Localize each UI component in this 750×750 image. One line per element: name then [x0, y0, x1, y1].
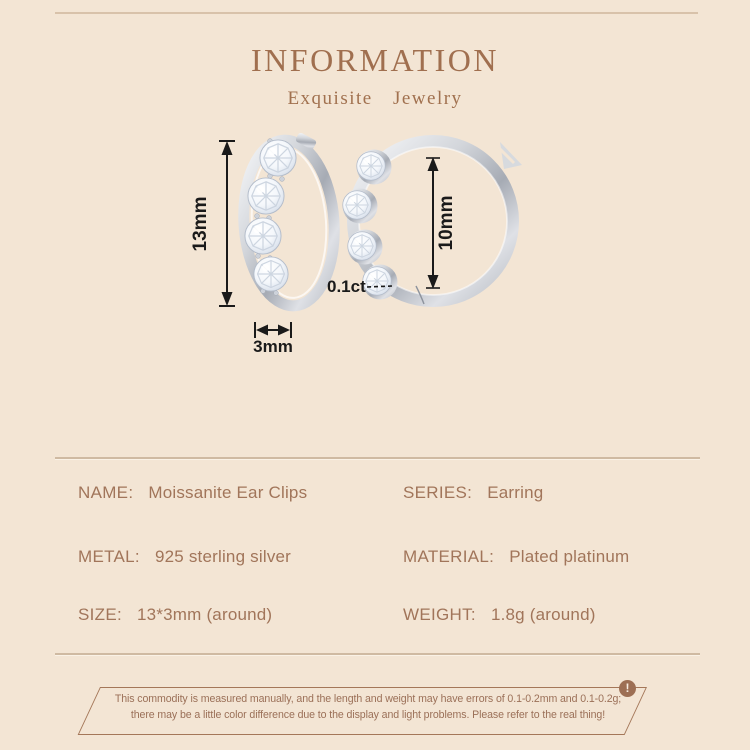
arrowhead	[428, 275, 439, 289]
earring-hinge-tip	[500, 142, 522, 169]
gemstone	[248, 178, 284, 214]
spec-label: MATERIAL:	[403, 547, 495, 566]
page-title: INFORMATION	[251, 42, 499, 78]
top-decorative-line	[55, 12, 698, 14]
spec-size	[78, 605, 272, 625]
spec-value: 1.8g (around)	[490, 605, 596, 624]
arrowhead	[428, 157, 439, 171]
disclaimer-line-1: This commodity is measured manually, and the length and weight may have errors of 0.1-0.2mm and 0.1-0.2g;	[114, 693, 622, 705]
arrowhead	[278, 325, 290, 336]
spec-label: SERIES:	[403, 483, 473, 502]
spec-value: Plated platinum	[509, 547, 630, 566]
gemstone	[260, 140, 296, 176]
spec-row	[0, 547, 750, 571]
height-dimension-arrow	[219, 141, 235, 306]
exclamation-icon: !	[619, 680, 636, 697]
spec-row	[0, 605, 750, 629]
spec-metal	[78, 547, 291, 567]
inner-dimension-label: 10mm	[436, 195, 457, 251]
spec-table-top-divider	[55, 457, 700, 460]
arrowhead	[256, 325, 268, 336]
spec-value: 13*3mm (around)	[137, 605, 273, 624]
spec-table-bottom-divider	[55, 653, 700, 656]
carat-label: 0.1ct	[327, 277, 366, 296]
gemstone	[357, 152, 386, 181]
spec-value: Moissanite Ear Clips	[148, 483, 308, 502]
arrowhead	[222, 141, 233, 155]
height-dimension-label: 13mm	[190, 196, 211, 252]
spec-row	[0, 483, 750, 507]
spec-value: Earring	[487, 483, 544, 502]
width-dimension-label: 3mm	[253, 337, 293, 356]
earring-dimension-diagram	[180, 125, 550, 365]
page-subtitle: Exquisite Jewelry	[287, 88, 463, 109]
gemstone	[245, 218, 281, 254]
spec-label: NAME:	[78, 483, 134, 502]
spec-value: 925 sterling silver	[154, 547, 292, 566]
spec-weight	[403, 605, 596, 625]
spec-label: METAL:	[78, 547, 140, 566]
spec-label: WEIGHT:	[403, 605, 476, 624]
disclaimer-text	[68, 692, 668, 723]
spec-material	[403, 547, 629, 567]
gemstone	[348, 232, 377, 261]
spec-label: SIZE:	[78, 605, 123, 624]
left-earring-illustration	[238, 132, 339, 309]
disclaimer-line-2: there may be a little color difference due to the display and light problems. Please refer to the real thing!	[130, 708, 606, 721]
gemstone	[363, 267, 392, 296]
spec-name	[78, 483, 307, 503]
gemstone	[254, 257, 288, 291]
spec-series	[403, 483, 543, 503]
gemstone	[343, 191, 372, 220]
arrowhead	[222, 292, 233, 306]
